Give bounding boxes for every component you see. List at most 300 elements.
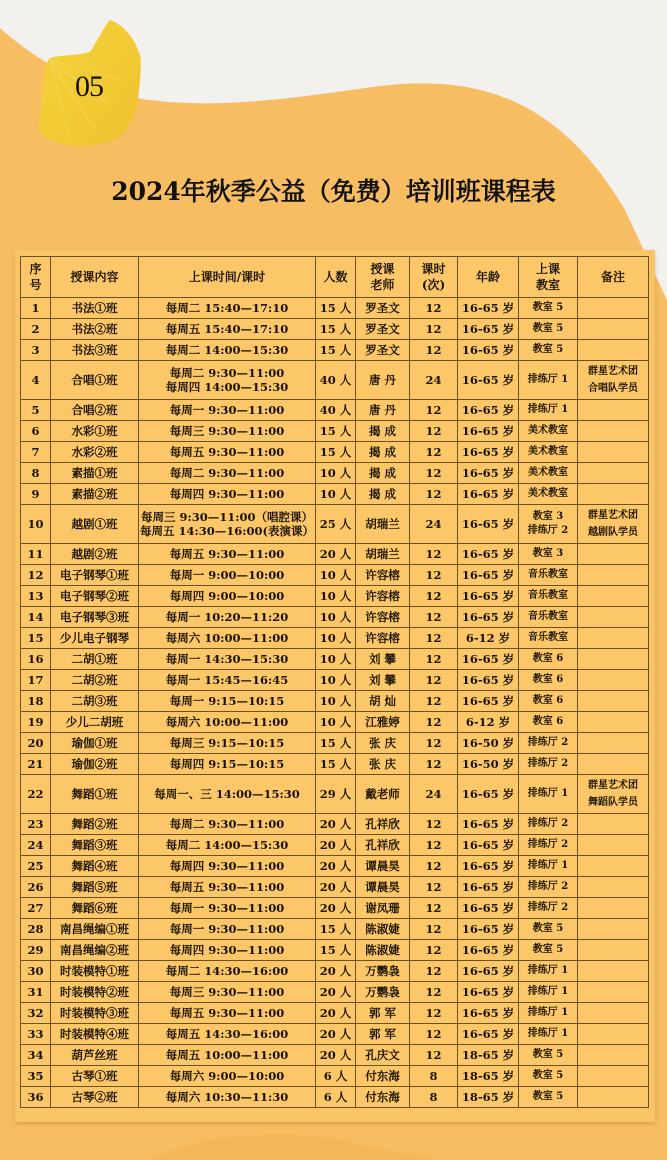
cell-teacher: 张 庆 — [356, 754, 410, 775]
cell-time — [139, 856, 316, 877]
cell-time-line: 每周一、三 14:00—15:30 — [154, 787, 300, 801]
table-row — [21, 319, 649, 340]
cell-time-line: 每周六 9:00—10:00 — [169, 1069, 285, 1083]
cell-no: 19 — [21, 712, 51, 733]
cell-no: 26 — [21, 877, 51, 898]
cell-hours: 12 — [410, 319, 458, 340]
table-row — [21, 775, 649, 814]
cell-room — [519, 835, 578, 856]
cell-course: 电子钢琴③班 — [51, 607, 139, 628]
cell-time — [139, 1087, 316, 1108]
cell-count: 6 人 — [316, 1066, 356, 1087]
cell-course: 书法②班 — [51, 319, 139, 340]
cell-hours: 12 — [410, 442, 458, 463]
table-row — [21, 754, 649, 775]
cell-age: 16-65 岁 — [458, 835, 519, 856]
cell-course: 书法③班 — [51, 340, 139, 361]
cell-time — [139, 1045, 316, 1066]
cell-no: 15 — [21, 628, 51, 649]
cell-room — [519, 421, 578, 442]
cell-time — [139, 586, 316, 607]
cell-room-line: 教室 6 — [532, 674, 564, 685]
cell-no: 35 — [21, 1066, 51, 1087]
cell-count: 20 人 — [316, 856, 356, 877]
cell-no: 7 — [21, 442, 51, 463]
cell-teacher: 许容榕 — [356, 565, 410, 586]
table-row — [21, 442, 649, 463]
cell-count: 10 人 — [316, 484, 356, 505]
cell-hours: 12 — [410, 340, 458, 361]
cell-time-line: 每周一 9:30—11:00 — [169, 901, 285, 915]
cell-note — [578, 628, 649, 649]
cell-hours: 12 — [410, 421, 458, 442]
cell-room — [519, 940, 578, 961]
cell-note — [578, 298, 649, 319]
table-row — [21, 961, 649, 982]
cell-time — [139, 544, 316, 565]
cell-room — [519, 856, 578, 877]
cell-teacher: 刘 攀 — [356, 649, 410, 670]
cell-age: 16-65 岁 — [458, 961, 519, 982]
cell-room — [519, 361, 578, 400]
cell-room — [519, 1003, 578, 1024]
cell-course: 素描②班 — [51, 484, 139, 505]
cell-time — [139, 691, 316, 712]
cell-course: 时装模特②班 — [51, 982, 139, 1003]
cell-count: 25 人 — [316, 505, 356, 544]
cell-count: 6 人 — [316, 1087, 356, 1108]
cell-course: 瑜伽②班 — [51, 754, 139, 775]
cell-hours: 8 — [410, 1066, 458, 1087]
cell-room-line: 教室 5 — [532, 344, 564, 355]
cell-hours: 12 — [410, 1024, 458, 1045]
cell-note — [578, 607, 649, 628]
cell-count: 10 人 — [316, 628, 356, 649]
cell-teacher: 揭 成 — [356, 442, 410, 463]
cell-room-line: 音乐教室 — [528, 632, 568, 643]
cell-room — [519, 319, 578, 340]
cell-no: 6 — [21, 421, 51, 442]
cell-no: 27 — [21, 898, 51, 919]
cell-room — [519, 691, 578, 712]
cell-age: 16-65 岁 — [458, 319, 519, 340]
page-title: 2024年秋季公益（免费）培训班课程表 — [111, 177, 556, 206]
table-row — [21, 691, 649, 712]
table-row — [21, 1024, 649, 1045]
cell-time — [139, 442, 316, 463]
cell-time — [139, 361, 316, 400]
table-row — [21, 340, 649, 361]
cell-room — [519, 649, 578, 670]
table-row — [21, 484, 649, 505]
cell-time — [139, 421, 316, 442]
cell-age: 16-65 岁 — [458, 607, 519, 628]
cell-hours: 12 — [410, 919, 458, 940]
cell-room — [519, 340, 578, 361]
cell-course: 电子钢琴②班 — [51, 586, 139, 607]
table-row — [21, 505, 649, 544]
cell-room-line: 美术教室 — [528, 467, 568, 478]
table-row — [21, 712, 649, 733]
cell-room-line: 排练厅 2 — [527, 737, 569, 748]
cell-teacher: 张 庆 — [356, 733, 410, 754]
cell-teacher: 揭 成 — [356, 484, 410, 505]
header-time: 上课时间/课时 — [139, 257, 316, 298]
cell-count: 20 人 — [316, 961, 356, 982]
cell-age: 16-65 岁 — [458, 544, 519, 565]
cell-time-line: 每周四 14:00—15:30 — [165, 380, 289, 394]
cell-room-line: 教室 5 — [532, 923, 564, 934]
cell-teacher: 刘 攀 — [356, 670, 410, 691]
cell-hours: 12 — [410, 463, 458, 484]
cell-hours: 12 — [410, 484, 458, 505]
cell-course: 舞蹈③班 — [51, 835, 139, 856]
table-row — [21, 835, 649, 856]
cell-count: 10 人 — [316, 691, 356, 712]
cell-no: 34 — [21, 1045, 51, 1066]
cell-hours: 12 — [410, 400, 458, 421]
cell-time — [139, 814, 316, 835]
cell-hours: 12 — [410, 877, 458, 898]
header-no: 序 号 — [21, 257, 51, 298]
cell-hours: 24 — [410, 361, 458, 400]
cell-note — [578, 856, 649, 877]
table-row — [21, 628, 649, 649]
cell-hours: 12 — [410, 898, 458, 919]
cell-course: 水彩②班 — [51, 442, 139, 463]
cell-room-line: 教室 6 — [532, 716, 564, 727]
cell-no: 10 — [21, 505, 51, 544]
cell-note — [578, 712, 649, 733]
cell-room — [519, 442, 578, 463]
cell-no: 9 — [21, 484, 51, 505]
cell-time — [139, 877, 316, 898]
cell-age: 16-50 岁 — [458, 754, 519, 775]
table-row — [21, 1066, 649, 1087]
cell-hours: 12 — [410, 607, 458, 628]
cell-room-line: 教室 5 — [532, 1049, 564, 1060]
table-row — [21, 463, 649, 484]
cell-room-line: 美术教室 — [528, 488, 568, 499]
cell-note — [578, 463, 649, 484]
cell-hours: 12 — [410, 565, 458, 586]
cell-room — [519, 733, 578, 754]
cell-count: 15 人 — [316, 733, 356, 754]
cell-note — [578, 544, 649, 565]
cell-course: 越剧①班 — [51, 505, 139, 544]
table-row — [21, 898, 649, 919]
cell-time-line: 每周二 9:30—11:00 — [169, 466, 285, 480]
cell-time-line: 每周五 10:00—11:00 — [165, 1048, 289, 1062]
cell-course: 瑜伽①班 — [51, 733, 139, 754]
cell-no: 20 — [21, 733, 51, 754]
table-row — [21, 298, 649, 319]
cell-no: 8 — [21, 463, 51, 484]
cell-count: 20 人 — [316, 877, 356, 898]
cell-hours: 12 — [410, 856, 458, 877]
cell-teacher: 许容榕 — [356, 607, 410, 628]
cell-age: 16-65 岁 — [458, 814, 519, 835]
cell-count: 15 人 — [316, 298, 356, 319]
cell-count: 15 人 — [316, 754, 356, 775]
cell-course: 二胡③班 — [51, 691, 139, 712]
cell-time — [139, 1066, 316, 1087]
cell-count: 29 人 — [316, 775, 356, 814]
cell-note — [578, 340, 649, 361]
cell-count: 20 人 — [316, 1024, 356, 1045]
cell-hours: 12 — [410, 544, 458, 565]
table-row — [21, 1045, 649, 1066]
cell-room — [519, 628, 578, 649]
cell-hours: 24 — [410, 775, 458, 814]
cell-no: 32 — [21, 1003, 51, 1024]
cell-count: 20 人 — [316, 1045, 356, 1066]
cell-no: 31 — [21, 982, 51, 1003]
cell-course: 舞蹈⑥班 — [51, 898, 139, 919]
table-row — [21, 940, 649, 961]
cell-course: 二胡②班 — [51, 670, 139, 691]
cell-room — [519, 1087, 578, 1108]
cell-time — [139, 775, 316, 814]
cell-age: 16-65 岁 — [458, 442, 519, 463]
cell-time — [139, 607, 316, 628]
cell-room-line: 教室 5 — [532, 1070, 564, 1081]
cell-note — [578, 484, 649, 505]
cell-time — [139, 565, 316, 586]
table-row — [21, 877, 649, 898]
cell-time — [139, 649, 316, 670]
cell-teacher: 付东海 — [356, 1066, 410, 1087]
table-row — [21, 814, 649, 835]
cell-note — [578, 361, 649, 400]
cell-time-line: 每周五 9:30—11:00 — [169, 880, 285, 894]
cell-time-line: 每周五 15:40—17:10 — [165, 322, 289, 336]
table-row — [21, 982, 649, 1003]
cell-age: 18-65 岁 — [458, 1087, 519, 1108]
cell-age: 18-65 岁 — [458, 1045, 519, 1066]
cell-age: 16-65 岁 — [458, 775, 519, 814]
header-count: 人数 — [316, 257, 356, 298]
cell-course: 舞蹈①班 — [51, 775, 139, 814]
cell-teacher: 郭 军 — [356, 1024, 410, 1045]
cell-room-line: 教室 5 — [532, 302, 564, 313]
table-row — [21, 919, 649, 940]
cell-age: 16-65 岁 — [458, 565, 519, 586]
cell-time-line: 每周一 9:00—10:00 — [169, 568, 285, 582]
cell-room — [519, 754, 578, 775]
cell-room — [519, 586, 578, 607]
schedule-table — [20, 256, 649, 1108]
cell-time-line: 每周四 9:30—11:00 — [169, 859, 285, 873]
cell-note — [578, 898, 649, 919]
table-row — [21, 421, 649, 442]
cell-teacher: 罗圣文 — [356, 340, 410, 361]
cell-count: 20 人 — [316, 835, 356, 856]
cell-note — [578, 319, 649, 340]
cell-teacher: 谭晨昊 — [356, 856, 410, 877]
cell-no: 3 — [21, 340, 51, 361]
cell-time-line: 每周二 9:30—11:00 — [169, 817, 285, 831]
cell-time — [139, 940, 316, 961]
cell-course: 书法①班 — [51, 298, 139, 319]
cell-note — [578, 505, 649, 544]
cell-time — [139, 670, 316, 691]
cell-age: 16-65 岁 — [458, 361, 519, 400]
cell-hours: 8 — [410, 1087, 458, 1108]
cell-no: 18 — [21, 691, 51, 712]
cell-room-line: 排练厅 2 — [527, 525, 569, 536]
cell-room — [519, 670, 578, 691]
cell-room — [519, 607, 578, 628]
table-row — [21, 586, 649, 607]
cell-count: 15 人 — [316, 319, 356, 340]
cell-count: 10 人 — [316, 463, 356, 484]
cell-no: 22 — [21, 775, 51, 814]
cell-no: 21 — [21, 754, 51, 775]
cell-teacher: 谢凤珊 — [356, 898, 410, 919]
cell-room — [519, 1066, 578, 1087]
cell-hours: 12 — [410, 961, 458, 982]
cell-time-line: 每周三 9:30—11:00 — [169, 985, 285, 999]
cell-time-line: 每周二 14:00—15:30 — [165, 343, 289, 357]
cell-room-line: 教室 6 — [532, 695, 564, 706]
table-row — [21, 544, 649, 565]
cell-room — [519, 898, 578, 919]
header-note: 备注 — [578, 257, 649, 298]
cell-hours: 12 — [410, 835, 458, 856]
cell-no: 33 — [21, 1024, 51, 1045]
cell-room — [519, 712, 578, 733]
cell-time-line: 每周三 9:15—10:15 — [169, 736, 285, 750]
section-number: 05 — [75, 70, 103, 103]
cell-no: 25 — [21, 856, 51, 877]
cell-no: 4 — [21, 361, 51, 400]
cell-no: 17 — [21, 670, 51, 691]
table-row — [21, 670, 649, 691]
cell-note-line: 越剧队学员 — [588, 527, 638, 538]
cell-time-line: 每周一 9:30—11:00 — [169, 922, 285, 936]
cell-no: 1 — [21, 298, 51, 319]
cell-hours: 12 — [410, 586, 458, 607]
cell-teacher: 胡瑞兰 — [356, 505, 410, 544]
cell-time — [139, 898, 316, 919]
cell-note-line: 群星艺术团 — [588, 510, 638, 521]
cell-age: 16-65 岁 — [458, 877, 519, 898]
cell-no: 2 — [21, 319, 51, 340]
cell-no: 16 — [21, 649, 51, 670]
cell-room — [519, 1045, 578, 1066]
cell-room-line: 排练厅 2 — [527, 758, 569, 769]
header-hours: 课时 (次) — [410, 257, 458, 298]
cell-time — [139, 712, 316, 733]
cell-room-line: 排练厅 1 — [527, 965, 569, 976]
cell-count: 10 人 — [316, 712, 356, 733]
cell-count: 10 人 — [316, 565, 356, 586]
cell-time-line: 每周四 9:30—11:00 — [169, 487, 285, 501]
cell-note — [578, 1024, 649, 1045]
cell-count: 10 人 — [316, 649, 356, 670]
cell-course: 合唱①班 — [51, 361, 139, 400]
cell-course: 电子钢琴①班 — [51, 565, 139, 586]
cell-note-line: 群星艺术团 — [588, 366, 638, 377]
cell-course: 舞蹈②班 — [51, 814, 139, 835]
cell-age: 16-65 岁 — [458, 463, 519, 484]
cell-room-line: 排练厅 1 — [527, 986, 569, 997]
cell-teacher: 罗圣文 — [356, 319, 410, 340]
cell-note — [578, 1045, 649, 1066]
cell-time — [139, 484, 316, 505]
cell-room-line: 排练厅 1 — [527, 1007, 569, 1018]
cell-room-line: 排练厅 1 — [527, 374, 569, 385]
cell-course: 古琴①班 — [51, 1066, 139, 1087]
cell-age: 16-65 岁 — [458, 691, 519, 712]
cell-note — [578, 565, 649, 586]
table-row — [21, 733, 649, 754]
cell-course: 舞蹈④班 — [51, 856, 139, 877]
cell-time — [139, 754, 316, 775]
cell-room — [519, 400, 578, 421]
cell-room-line: 排练厅 2 — [527, 881, 569, 892]
cell-note — [578, 733, 649, 754]
cell-note — [578, 1066, 649, 1087]
cell-room-line: 美术教室 — [528, 425, 568, 436]
cell-teacher: 陈淑婕 — [356, 919, 410, 940]
cell-time — [139, 733, 316, 754]
cell-time-line: 每周五 14:30—16:00 — [165, 1027, 289, 1041]
cell-count: 40 人 — [316, 361, 356, 400]
cell-count: 20 人 — [316, 814, 356, 835]
cell-count: 15 人 — [316, 340, 356, 361]
cell-hours: 12 — [410, 649, 458, 670]
cell-note — [578, 835, 649, 856]
cell-time — [139, 400, 316, 421]
cell-count: 15 人 — [316, 442, 356, 463]
cell-course: 古琴②班 — [51, 1087, 139, 1108]
cell-time-line: 每周六 10:00—11:00 — [165, 631, 289, 645]
cell-age: 16-65 岁 — [458, 298, 519, 319]
cell-room — [519, 982, 578, 1003]
cell-no: 13 — [21, 586, 51, 607]
cell-teacher: 江雅婷 — [356, 712, 410, 733]
cell-no: 30 — [21, 961, 51, 982]
cell-count: 15 人 — [316, 940, 356, 961]
cell-room-line: 排练厅 2 — [527, 818, 569, 829]
cell-note-line: 群星艺术团 — [588, 780, 638, 791]
cell-room-line: 教室 3 — [532, 548, 564, 559]
cell-course: 时装模特④班 — [51, 1024, 139, 1045]
cell-note — [578, 421, 649, 442]
cell-teacher: 孔庆文 — [356, 1045, 410, 1066]
cell-no: 28 — [21, 919, 51, 940]
cell-course: 二胡①班 — [51, 649, 139, 670]
cell-note — [578, 940, 649, 961]
table-row — [21, 649, 649, 670]
cell-count: 20 人 — [316, 982, 356, 1003]
cell-time-line: 每周一 10:20—11:20 — [165, 610, 289, 624]
cell-age: 16-65 岁 — [458, 856, 519, 877]
cell-note — [578, 775, 649, 814]
cell-room — [519, 463, 578, 484]
cell-room-line: 美术教室 — [528, 446, 568, 457]
cell-no: 12 — [21, 565, 51, 586]
cell-age: 16-65 岁 — [458, 586, 519, 607]
cell-time — [139, 835, 316, 856]
cell-age: 16-65 岁 — [458, 1003, 519, 1024]
cell-no: 5 — [21, 400, 51, 421]
cell-teacher: 许容榕 — [356, 586, 410, 607]
cell-age: 16-65 岁 — [458, 340, 519, 361]
cell-course: 时装模特③班 — [51, 1003, 139, 1024]
